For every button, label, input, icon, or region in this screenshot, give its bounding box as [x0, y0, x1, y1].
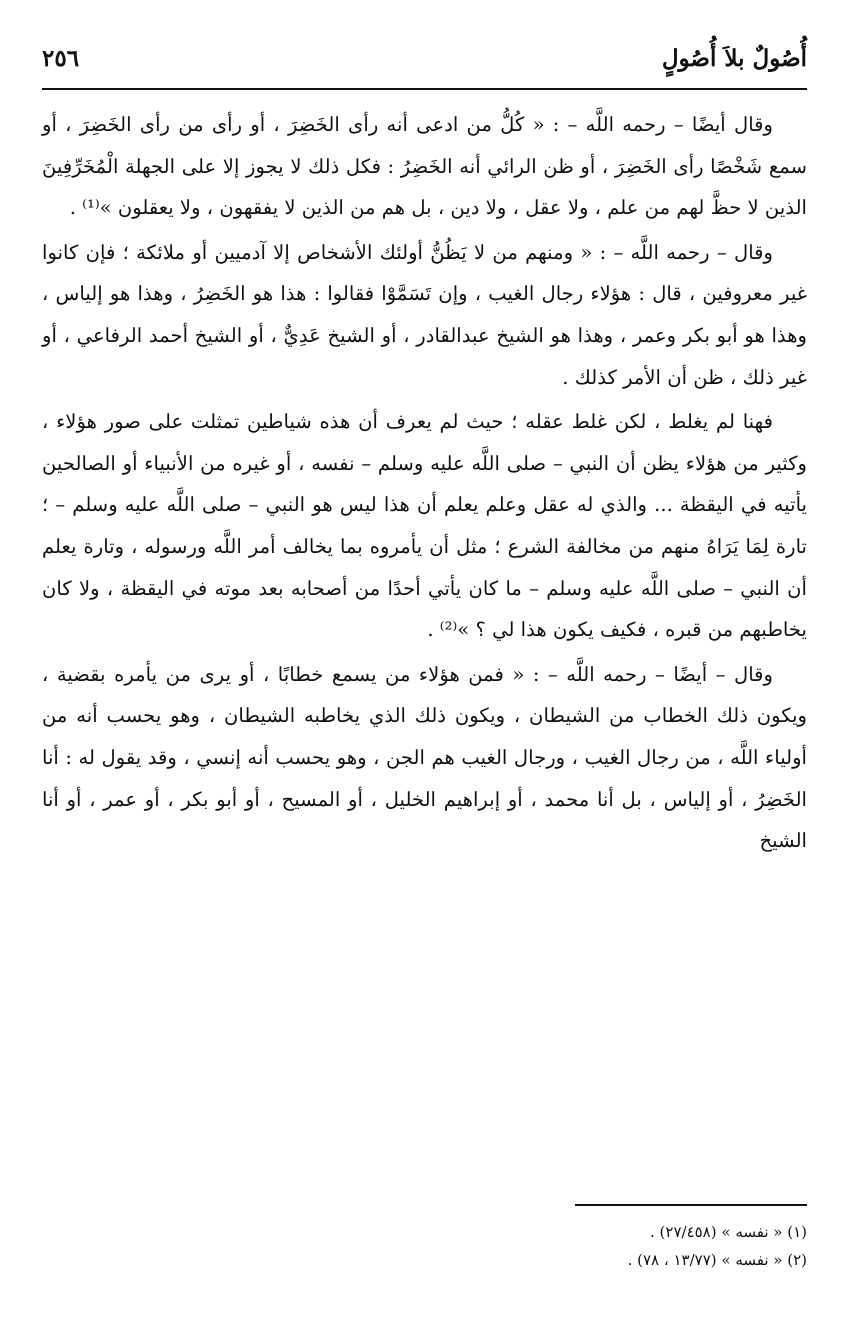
paragraph: وقال – أيضًا – رحمه اللَّه – : « فمن هؤلاء من يسمع خطابًا ، أو يرى من يأمره بقضية ، ويكون ذلك الخطاب من الشيطان ، ويكون ذلك الذي يخاطبه الشيطان ، وهو يحسب أنه من أولياء اللَّه ، من رجال الغيب ، ورجال الغيب هم الجن ، وهو يحسب أنه إنسي ، وقد يقول له : أنا الخَضِرُ ، أو إلياس ، بل أنا محمد ، أو إبراهيم الخليل ، أو المسيح ، أو أبو بكر ، أو عمر ، أو أنا الشيخ: [42, 662, 807, 853]
main-text: [42, 104, 807, 865]
header-divider: [42, 88, 807, 90]
footnote-divider: [575, 1204, 807, 1206]
paragraph: وقال – رحمه اللَّه – : « ومنهم من لا يَظُنُّ أولئك الأشخاص إلا آدميين أو ملائكة ؛ فإن كانوا غير معروفين ، قال : هؤلاء رجال الغيب ، وإن تَسَمَّوْا فقالوا : هذا هو الخَضِرُ ، وهذا هو إلياس ، وهذا هو أبو بكر وعمر ، وهذا هو الشيخ عبدالقادر ، أو الشيخ عَدِيٌّ ، أو الشيخ أحمد الرفاعي ، أو غير ذلك ، ظن أن الأمر كذلك .: [42, 240, 807, 389]
footnote: (١) « نفسه » (٢٧/٤٥٨) .: [650, 1223, 807, 1241]
paragraph: فهنا لم يغلط ، لكن غلط عقله ؛ حيث لم يعرف أن هذه شياطين تمثلت على صور هؤلاء ، وكثير من هؤلاء يظن أن النبي – صلى اللَّه عليه وسلم – نفسه ، أو غيره من الأنبياء أو الصالحين يأتيه في اليقظة ... والذي له عقل وعلم يعلم أن هذا ليس هو النبي – صلى اللَّه عليه وسلم – ؛ تارة لِمَا يَرَاهُ منهم من مخالفة الشرع ؛ مثل أن يأمروه بما يخالف أمر اللَّه ورسوله ، وتارة يعلم أن النبي – صلى اللَّه عليه وسلم – ما كان يأتي أحدًا من أصحابه بعد موته في اليقظة ، ولا كان يخاطبهم من قبره ، فكيف يكون هذا لي ؟ »⁽²⁾ .: [42, 410, 807, 642]
footnotes: [42, 1218, 807, 1274]
page-number: ٢٥٦: [42, 44, 80, 72]
running-title: أُصُولٌ بلاَ أُصُولٍ: [661, 44, 807, 72]
paragraph: وقال أيضًا – رحمه اللَّه – : « كُلُّ من ادعى أنه رأى الخَضِرَ ، أو رأى من رأى الخَضِرَ ، أو سمع شَخْصًا رأى الخَضِرَ ، أو ظن الرائي أنه الخَضِرُ : فكل ذلك لا يجوز إلا على الجهلة الْمُخَرِّفِينَ الذين لا حظَّ لهم من علم ، ولا عقل ، ولا دين ، بل هم من الذين لا يفقهون ، ولا يعقلون »⁽¹⁾ .: [42, 113, 807, 220]
footnote: (٢) « نفسه » (١٣/٧٧ ، ٧٨) .: [627, 1251, 807, 1269]
page-header: [42, 38, 807, 78]
